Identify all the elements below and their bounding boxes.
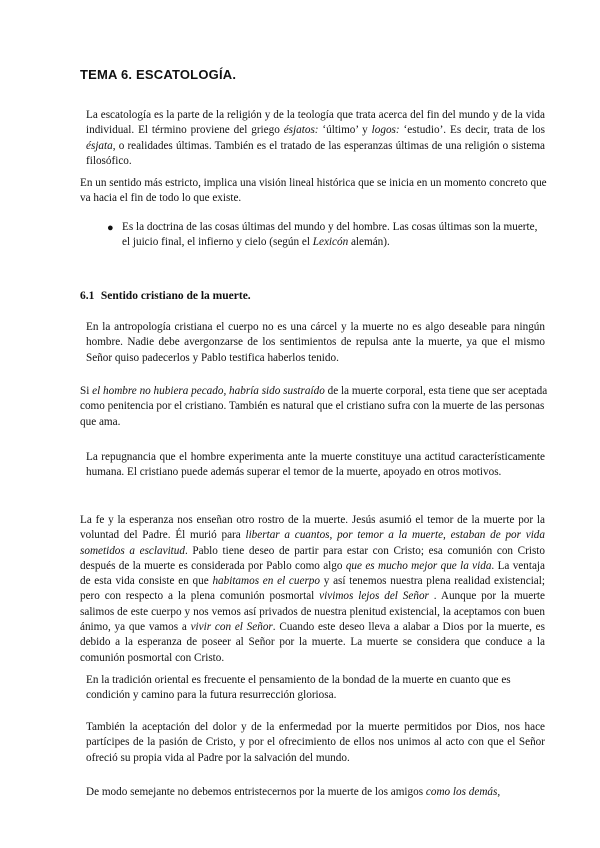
paragraph-1: En la antropología cristiana el cuerpo no es una cárcel y la muerte no es algo deseable para ningún hombre. Nadie debe avergonzarse de los sentimientos de repulsa ante la muerte, ya que el mismo Señor quiso padecerlos y Pablo testifica haberlos tenido.	[86, 321, 545, 364]
intro-paragraph-2: En un sentido más estricto, implica una visión lineal histórica que se inicia en un momento concreto que va hacia el fin de todo lo que existe.	[80, 177, 547, 205]
paragraph-7: De modo semejante no debemos entristecernos por la muerte de los amigos como los demás,	[86, 786, 501, 798]
paragraph-4: La fe y la esperanza nos enseñan otro rostro de la muerte. Jesús asumió el temor de la muerte por la voluntad del Padre. Él murió para libertar a cuantos, por temor a la muerte, estaban de por vida sometidos a esclavitud. Pablo tiene deseo de partir para estar con Cristo; esa comunión con Cristo después de la muerte es considerada por Pablo como algo que es mucho mejor que la vida. La ventaja de esta vida consiste en que habitamos en el cuerpo y así tenemos nuestra plena realidad existencial; pero con respecto a la plena comunión posmortal vivimos lejos del Señor . Aunque por la muerte salimos de este cuerpo y nos vemos así privados de nuestra plenitud existencial, la aceptamos con buen ánimo, ya que vamos a vivir con el Señor. Cuando este deseo lleva a alabar a Dios por la muerte, es debido a la esperanza de poseer al Señor por la muerte. La muerte se considera que conduce a la comunión posmortal con Cristo.	[80, 514, 546, 664]
bullet-paragraph: Es la doctrina de las cosas últimas del mundo y del hombre. Las cosas últimas son la muerte, el juicio final, el infierno y cielo (según el Lexicón alemán).	[122, 221, 538, 249]
section-heading: 6.1 Sentido cristiano de la muerte.	[80, 290, 251, 302]
paragraph-6: También la aceptación del dolor y de la enfermedad por la muerte permitidos por Dios, nos hace partícipes de la pasión de Cristo, y por el ofrecimiento de ellos nos unimos al acto con que el Señor ofreció su propia vida al Padre por la salvación del mundo.	[86, 721, 545, 764]
bullet-icon: ●	[107, 222, 114, 234]
intro-paragraph: La escatología es la parte de la religión y de la teología que trata acerca del fin del mundo y de la vida individual. El término proviene del griego ésjatos: ‘último’ y logos: ‘estudio’. Es decir, trata de los ésjata, o realidades últimas. También es el tratado de las esperanzas últimas de una religión o sistema filosófico.	[86, 109, 546, 167]
page-title: TEMA 6. ESCATOLOGÍA.	[80, 67, 237, 82]
paragraph-3: La repugnancia que el hombre experimenta ante la muerte constituye una actitud característicamente humana. El cristiano puede además superar el temor de la muerte, apoyado en otros motivos.	[86, 451, 545, 479]
paragraph-5: En la tradición oriental es frecuente el pensamiento de la bondad de la muerte en cuanto que es condición y camino para la futura resurrección gloriosa.	[86, 674, 511, 702]
paragraph-2: Si el hombre no hubiera pecado, habría sido sustraído de la muerte corporal, esta tiene que ser aceptada como penitencia por el cristiano. También es natural que el cristiano sufra con la muerte de las personas que ama.	[80, 385, 548, 428]
